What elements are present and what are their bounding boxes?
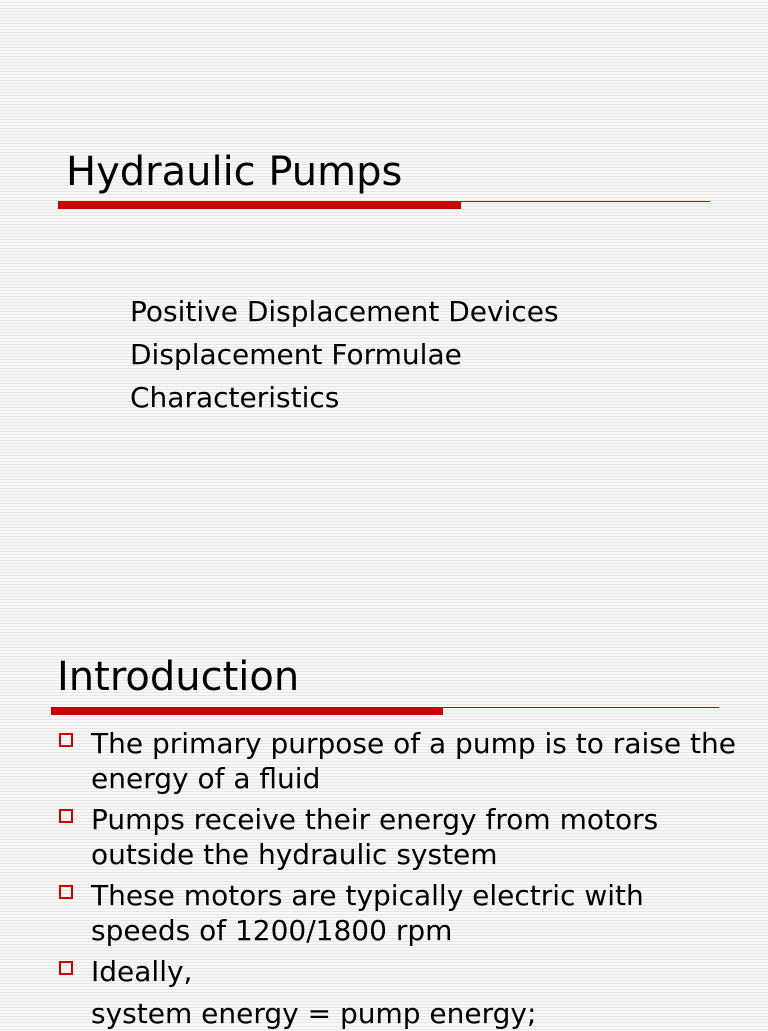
slide-title: Introduction bbox=[57, 654, 300, 700]
bullet-text: Ideally, bbox=[91, 955, 193, 988]
bullet-item bbox=[58, 802, 748, 872]
bullet-text: These motors are typically electric with speeds of 1200/1800 rpm bbox=[91, 879, 644, 947]
bullet-item bbox=[58, 954, 748, 989]
title-underline-thick bbox=[58, 201, 461, 209]
bullet-list bbox=[58, 726, 748, 995]
bullet-item bbox=[58, 726, 748, 796]
subtitle-item: Positive Displacement Devices bbox=[130, 295, 559, 328]
hollow-square-icon bbox=[59, 809, 73, 823]
subtitle-item: Characteristics bbox=[130, 381, 340, 414]
slide-title: Hydraulic Pumps bbox=[66, 149, 403, 195]
bullet-text: Pumps receive their energy from motors outside the hydraulic system bbox=[91, 803, 659, 871]
title-underline-thick bbox=[51, 707, 443, 715]
bullet-text: The primary purpose of a pump is to raise the energy of a fluid bbox=[91, 727, 736, 795]
bullet-item bbox=[58, 878, 748, 948]
hollow-square-icon bbox=[59, 885, 73, 899]
subtitle-list bbox=[130, 290, 559, 419]
hollow-square-icon bbox=[59, 961, 73, 975]
hollow-square-icon bbox=[59, 733, 73, 747]
subtitle-item: Displacement Formulae bbox=[130, 338, 462, 371]
slide-introduction bbox=[0, 640, 768, 1030]
bullet-continuation: system energy = pump energy; bbox=[91, 997, 537, 1030]
